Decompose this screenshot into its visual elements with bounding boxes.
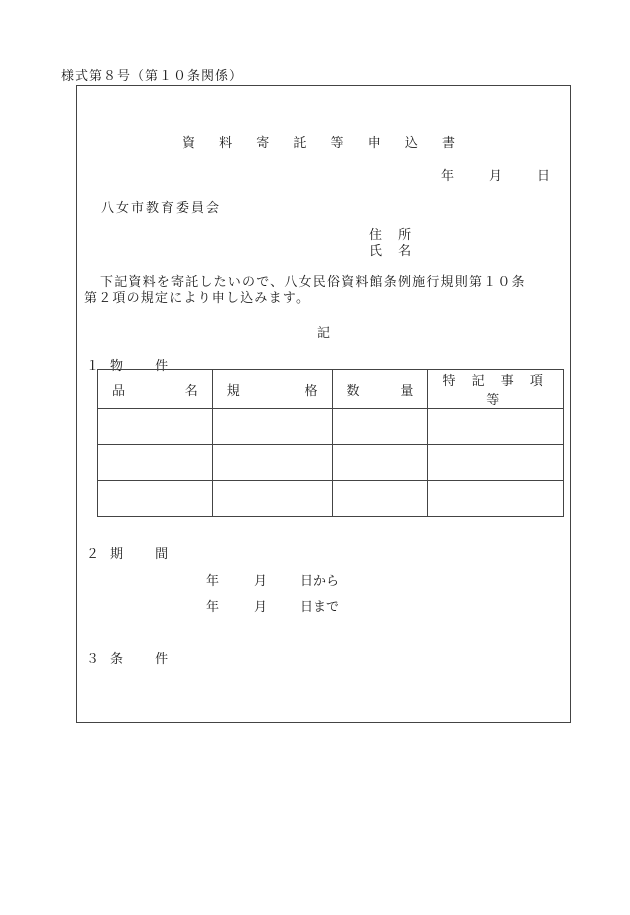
day-from-label: 日から [300,574,340,589]
table-cell[interactable] [212,445,332,481]
year-label: 年 [206,600,220,615]
table-header-row [98,370,564,409]
day-label: 日 [537,169,551,184]
table-cell[interactable] [212,481,332,517]
table-cell[interactable] [98,481,213,517]
form-number-label: 様式第８号（第１０条関係） [61,69,244,84]
month-label: 月 [489,169,503,184]
table-row [98,445,564,481]
address-label: 住 所 [369,228,418,243]
header-remarks: 特 記 事 項 等 [428,370,564,409]
day-to-label: 日まで [300,600,340,615]
header-item-name: 品 名 [98,370,213,409]
table-cell[interactable] [428,409,564,445]
name-label: 氏 名 [369,244,418,259]
applicant-block [369,228,417,260]
items-table [97,369,564,517]
table-cell[interactable] [428,445,564,481]
body-line-2: 第２項の規定により申し込みます。 [84,291,311,306]
month-label: 月 [254,600,268,615]
section-number: １ [86,359,101,374]
date-line [441,165,550,184]
body-paragraph [84,275,566,307]
section-label: 物 件 [110,359,183,374]
year-label: 年 [206,574,220,589]
document-title: 資 料 寄 託 等 申 込 書 [182,136,465,151]
period-from-line [206,570,339,589]
ki-heading: 記 [316,326,330,341]
header-quantity: 数 量 [332,370,428,409]
section-number: ３ [86,652,101,667]
section-number: ２ [86,547,101,562]
month-label: 月 [254,574,268,589]
table-cell[interactable] [428,481,564,517]
table-cell[interactable] [98,445,213,481]
table-cell[interactable] [332,409,428,445]
table-row [98,409,564,445]
year-label: 年 [441,169,455,184]
section-label: 期 間 [110,547,183,562]
period-to-line [206,596,339,615]
section-period [86,543,182,562]
table-cell[interactable] [212,409,332,445]
header-spec: 規 格 [212,370,332,409]
body-line-1: 下記資料を寄託したいので、八女民俗資料館条例施行規則第１０条 [100,275,526,290]
table-cell[interactable] [98,409,213,445]
section-label: 条 件 [110,652,183,667]
table-cell[interactable] [332,481,428,517]
table-cell[interactable] [332,445,428,481]
table-row [98,481,564,517]
addressee: 八女市教育委員会 [101,201,222,216]
section-conditions [86,648,182,667]
